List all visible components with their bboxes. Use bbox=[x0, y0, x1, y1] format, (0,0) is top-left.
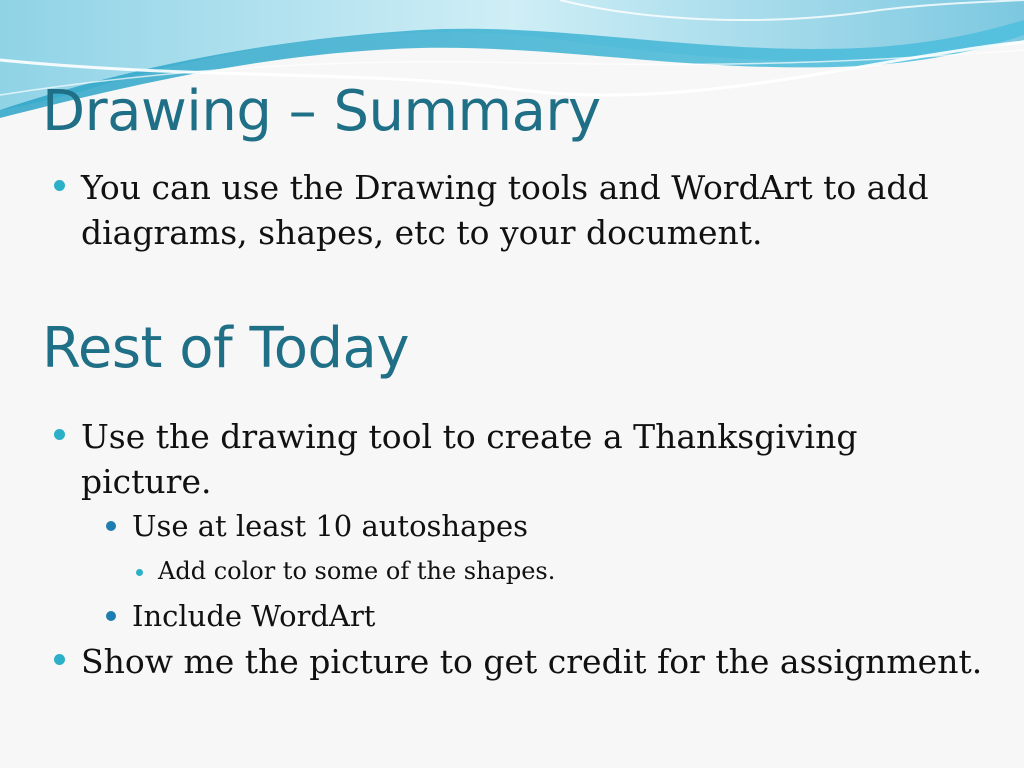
bullet-text: Show me the picture to get credit for the assignment. bbox=[81, 642, 983, 681]
bullet-text: Add color to some of the shapes. bbox=[158, 557, 556, 585]
bullet-dot-icon bbox=[54, 180, 65, 191]
sub-bullet-item bbox=[106, 504, 984, 549]
bullet-text: Use at least 10 autoshapes bbox=[132, 509, 529, 543]
bullet-dot-icon bbox=[136, 569, 143, 576]
summary-bullet-list bbox=[54, 165, 984, 255]
bullet-item bbox=[54, 639, 984, 684]
bullet-text: Use the drawing tool to create a Thanksgiving picture. bbox=[81, 417, 858, 501]
bullet-dot-icon bbox=[106, 521, 116, 531]
bullet-item bbox=[54, 165, 984, 255]
bullet-item bbox=[54, 414, 984, 504]
today-bullet-list bbox=[54, 414, 984, 684]
bullet-text-line: You can use the Drawing tools and WordArt to add bbox=[81, 168, 929, 207]
sub-bullet-item bbox=[106, 594, 984, 639]
section-title-drawing-summary: Drawing – Summary bbox=[42, 79, 601, 144]
bullet-text-line: diagrams, shapes, etc to your document. bbox=[81, 213, 763, 252]
bullet-dot-icon bbox=[106, 611, 116, 621]
bullet-text: Include WordArt bbox=[132, 599, 376, 633]
bullet-dot-icon bbox=[54, 429, 65, 440]
section-title-rest-of-today: Rest of Today bbox=[42, 316, 410, 381]
sub-sub-bullet-item bbox=[136, 549, 984, 594]
bullet-dot-icon bbox=[54, 654, 65, 665]
